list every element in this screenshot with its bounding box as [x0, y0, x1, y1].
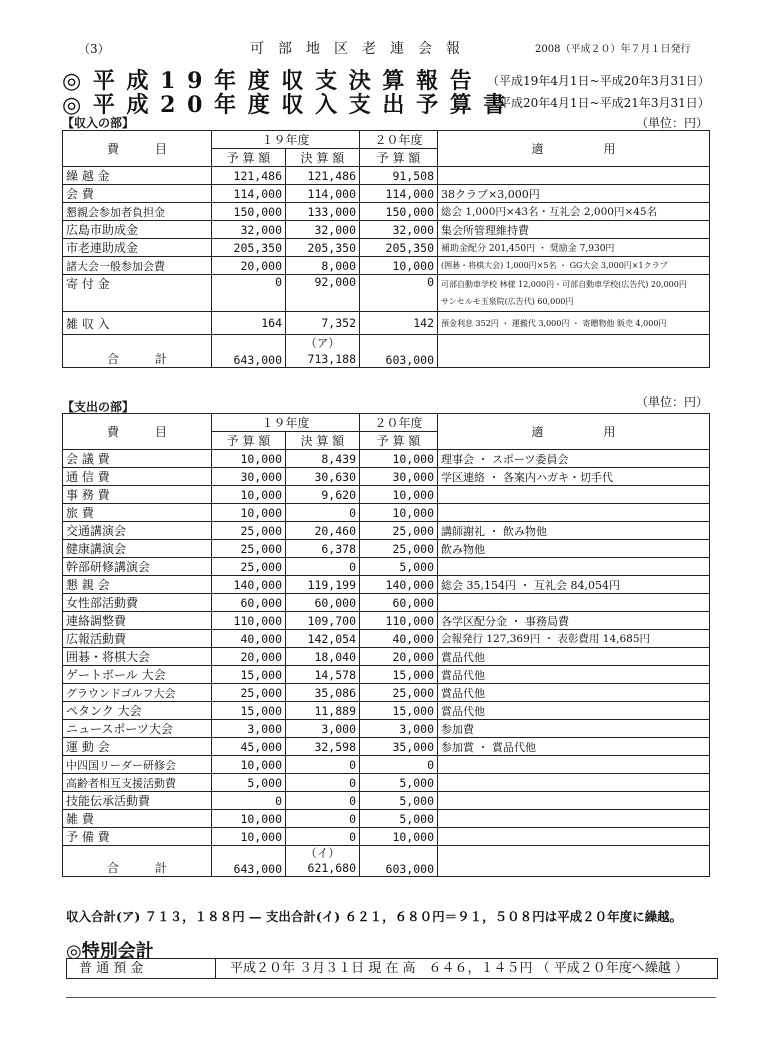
expense-table	[62, 413, 710, 877]
income-budget20: 0	[360, 275, 438, 312]
expense-total-row	[63, 846, 710, 877]
income-budget19: 121,486	[212, 167, 286, 185]
income-note: 集会所管理維持費	[438, 221, 710, 239]
table-row	[63, 774, 710, 792]
expense-actual19: 0	[286, 828, 360, 846]
expense-budget20: 3,000	[360, 720, 438, 738]
income-item: 広島市助成金	[63, 221, 212, 239]
expense-budget20: 10,000	[360, 486, 438, 504]
title-settlement: ◎ 平 成 1 9 年 度 収 支 決 算 報 告	[62, 68, 474, 94]
table-row	[63, 504, 710, 522]
expense-header-budget20: 予 算 額	[360, 432, 438, 450]
expense-item: 広報活動費	[63, 630, 212, 648]
income-note: 総会 1,000円×43名・互礼会 2,000円×45名	[438, 203, 710, 221]
expense-budget19: 10,000	[212, 504, 286, 522]
expense-total-actual19	[286, 846, 360, 877]
table-row	[63, 702, 710, 720]
expense-budget20: 25,000	[360, 522, 438, 540]
expense-actual19: 142,054	[286, 630, 360, 648]
income-total-actual19	[286, 335, 360, 368]
expense-budget20: 60,000	[360, 594, 438, 612]
expense-budget19: 0	[212, 792, 286, 810]
expense-item: 連絡調整費	[63, 612, 212, 630]
table-row	[63, 594, 710, 612]
income-total-mark: （ア）	[305, 336, 340, 350]
expense-budget19: 10,000	[212, 450, 286, 468]
expense-item: ニュースポーツ大会	[63, 720, 212, 738]
income-note	[438, 167, 710, 185]
special-account-value: 平成２０年 ３月３１日 現 在 高 ６４６，１４５円 （ 平成２０年度へ繰越 ）	[230, 961, 688, 976]
expense-header-actual: 決 算 額	[286, 432, 360, 450]
expense-note: 飲み物他	[438, 540, 710, 558]
table-row	[63, 684, 710, 702]
expense-item: 幹部研修講演会	[63, 558, 212, 576]
expense-budget19: 10,000	[212, 810, 286, 828]
expense-budget19: 10,000	[212, 486, 286, 504]
expense-budget20: 25,000	[360, 684, 438, 702]
income-actual19: 114,000	[286, 185, 360, 203]
expense-budget19: 40,000	[212, 630, 286, 648]
income-note-line2: サンセルモ玉泉院(広告代) 60,000円	[441, 297, 574, 306]
expense-total-budget20: 603,000	[360, 846, 438, 877]
expense-budget19: 25,000	[212, 558, 286, 576]
expense-actual19: 8,439	[286, 450, 360, 468]
income-budget19: 205,350	[212, 239, 286, 257]
income-note	[438, 275, 710, 312]
expense-header-fy20: ２０年度	[360, 414, 438, 432]
income-budget19: 0	[212, 275, 286, 312]
expense-actual19: 0	[286, 810, 360, 828]
income-header-budget20: 予 算 額	[360, 149, 438, 167]
income-header-fy19: １９年度	[212, 131, 360, 149]
expense-header-note: 適 用	[438, 414, 710, 450]
income-header-fy20: ２０年度	[360, 131, 438, 149]
expense-item: 女性部活動費	[63, 594, 212, 612]
expense-note: 賞品代他	[438, 684, 710, 702]
expense-budget20: 35,000	[360, 738, 438, 756]
issue-date: 2008（平成２０）年７月１日発行	[535, 44, 691, 55]
table-row	[63, 486, 710, 504]
expense-budget19: 3,000	[212, 720, 286, 738]
expense-total-note	[438, 846, 710, 877]
expense-note	[438, 486, 710, 504]
expense-note: 各学区配分金 ・ 事務局費	[438, 612, 710, 630]
income-budget19: 32,000	[212, 221, 286, 239]
expense-item: 予 備 費	[63, 828, 212, 846]
income-budget19: 114,000	[212, 185, 286, 203]
expense-budget19: 140,000	[212, 576, 286, 594]
expense-item: 交通講演会	[63, 522, 212, 540]
expense-note	[438, 792, 710, 810]
special-account-box	[66, 958, 718, 979]
expense-item: 運 動 会	[63, 738, 212, 756]
income-actual19: 133,000	[286, 203, 360, 221]
table-row	[63, 792, 710, 810]
special-account-label: 普 通 預 金	[67, 959, 216, 978]
expense-item: 雑 費	[63, 810, 212, 828]
expense-budget20: 15,000	[360, 702, 438, 720]
expense-actual19: 0	[286, 792, 360, 810]
income-header-actual: 決 算 額	[286, 149, 360, 167]
income-item: 諸大会一般参加会費	[63, 257, 212, 275]
income-item: 繰 越 金	[63, 167, 212, 185]
income-actual19: 92,000	[286, 275, 360, 312]
expense-note	[438, 558, 710, 576]
expense-actual19: 60,000	[286, 594, 360, 612]
expense-note: 参加賞 ・ 賞品代他	[438, 738, 710, 756]
expense-budget20: 40,000	[360, 630, 438, 648]
expense-item: グラウンドゴルフ大会	[63, 684, 212, 702]
expense-budget19: 15,000	[212, 702, 286, 720]
expense-header-budget: 予 算 額	[212, 432, 286, 450]
period-settlement: （平成19年4月1日~平成20年3月31日）	[487, 74, 710, 88]
expense-item: 旅 費	[63, 504, 212, 522]
expense-total-mark: （イ）	[305, 846, 340, 860]
expense-actual19: 30,630	[286, 468, 360, 486]
expense-item: 懇 親 会	[63, 576, 212, 594]
table-row	[63, 468, 710, 486]
income-total-note	[438, 335, 710, 368]
income-budget19: 164	[212, 312, 286, 335]
income-note: 預金利息 352円 ・ 運搬代 3,000円 ・ 寄贈物他 販売 4,000円	[438, 312, 710, 335]
expense-note: 理事会 ・ スポーツ委員会	[438, 450, 710, 468]
expense-note: 学区連絡 ・ 各案内ハガキ・切手代	[438, 468, 710, 486]
expense-item: ゲートボール 大会	[63, 666, 212, 684]
income-budget19: 20,000	[212, 257, 286, 275]
expense-budget19: 60,000	[212, 594, 286, 612]
expense-note: 参加費	[438, 720, 710, 738]
expense-item: 技能伝承活動費	[63, 792, 212, 810]
table-row	[63, 828, 710, 846]
income-actual19: 32,000	[286, 221, 360, 239]
income-item: 寄 付 金	[63, 275, 212, 312]
income-item: 会 費	[63, 185, 212, 203]
expense-actual19: 11,889	[286, 702, 360, 720]
table-row	[63, 612, 710, 630]
table-row	[63, 756, 710, 774]
expense-budget19: 30,000	[212, 468, 286, 486]
expense-item: 事 務 費	[63, 486, 212, 504]
expense-note: 会報発行 127,369円 ・ 表彰費用 14,685円	[438, 630, 710, 648]
expense-budget19: 20,000	[212, 648, 286, 666]
income-budget20: 10,000	[360, 257, 438, 275]
expense-budget19: 110,000	[212, 612, 286, 630]
expense-total-label: 合 計	[63, 846, 212, 877]
table-row	[63, 185, 710, 203]
expense-budget20: 5,000	[360, 774, 438, 792]
expense-budget20: 0	[360, 756, 438, 774]
table-row	[63, 738, 710, 756]
income-budget19: 150,000	[212, 203, 286, 221]
income-note: 補助金配分 201,450円 ・ 奨励金 7,930円	[438, 239, 710, 257]
expense-budget20: 30,000	[360, 468, 438, 486]
table-row	[63, 558, 710, 576]
expense-total-budget19: 643,000	[212, 846, 286, 877]
table-row	[63, 257, 710, 275]
income-actual19: 8,000	[286, 257, 360, 275]
table-row	[63, 630, 710, 648]
expense-total-actual-value: 621,680	[307, 861, 356, 875]
table-row	[63, 221, 710, 239]
expense-budget20: 10,000	[360, 504, 438, 522]
income-actual19: 7,352	[286, 312, 360, 335]
expense-actual19: 6,378	[286, 540, 360, 558]
expense-item: 囲碁・将棋大会	[63, 648, 212, 666]
page-number: （3）	[78, 42, 110, 56]
expense-item: 中四国リーダー研修会	[63, 756, 212, 774]
income-unit: （単位：円）	[636, 116, 709, 130]
expense-budget20: 20,000	[360, 648, 438, 666]
expense-note	[438, 504, 710, 522]
table-row	[63, 648, 710, 666]
expense-budget20: 10,000	[360, 828, 438, 846]
expense-actual19: 109,700	[286, 612, 360, 630]
expense-note: 賞品代他	[438, 666, 710, 684]
table-row	[63, 167, 710, 185]
carryover-footnote: 収入合計(ア) ７１３，１８８円 — 支出合計(イ) ６２１，６８０円＝９１，５０８円は平成２０年度に繰越。	[66, 909, 683, 924]
expense-actual19: 119,199	[286, 576, 360, 594]
table-row	[63, 312, 710, 335]
expense-item: 健康講演会	[63, 540, 212, 558]
table-row	[63, 810, 710, 828]
income-budget20: 150,000	[360, 203, 438, 221]
table-row	[63, 450, 710, 468]
expense-budget19: 25,000	[212, 522, 286, 540]
income-note: (囲碁・将棋大会) 1,000円×5名 ・ GG大会 3,000円×1クラブ	[438, 257, 710, 275]
income-budget20: 142	[360, 312, 438, 335]
expense-budget20: 10,000	[360, 450, 438, 468]
income-budget20: 205,350	[360, 239, 438, 257]
table-row	[63, 720, 710, 738]
expense-header-fy19: １９年度	[212, 414, 360, 432]
table-row	[63, 576, 710, 594]
expense-budget20: 110,000	[360, 612, 438, 630]
income-total-row	[63, 335, 710, 368]
expense-actual19: 0	[286, 756, 360, 774]
expense-section-label: 【支出の部】	[62, 400, 135, 414]
expense-budget20: 140,000	[360, 576, 438, 594]
expense-note: 賞品代他	[438, 648, 710, 666]
income-total-budget19: 643,000	[212, 335, 286, 368]
expense-note: 講師謝礼 ・ 飲み物他	[438, 522, 710, 540]
income-budget20: 114,000	[360, 185, 438, 203]
expense-actual19: 18,040	[286, 648, 360, 666]
expense-item: ペタンク 大会	[63, 702, 212, 720]
income-note: 38クラブ×3,000円	[438, 185, 710, 203]
income-item: 雑 収 入	[63, 312, 212, 335]
table-row	[63, 275, 710, 312]
expense-actual19: 20,460	[286, 522, 360, 540]
expense-note	[438, 594, 710, 612]
expense-budget20: 15,000	[360, 666, 438, 684]
expense-actual19: 0	[286, 774, 360, 792]
expense-actual19: 3,000	[286, 720, 360, 738]
income-budget20: 32,000	[360, 221, 438, 239]
expense-budget19: 5,000	[212, 774, 286, 792]
expense-note: 賞品代他	[438, 702, 710, 720]
expense-unit: （単位：円）	[636, 395, 709, 409]
expense-note	[438, 756, 710, 774]
income-actual19: 121,486	[286, 167, 360, 185]
expense-header-item: 費 目	[63, 414, 212, 450]
income-total-actual-value: 713,188	[307, 352, 356, 366]
table-row	[63, 239, 710, 257]
income-total-label: 合 計	[63, 335, 212, 368]
expense-note	[438, 774, 710, 792]
table-row	[63, 666, 710, 684]
expense-actual19: 0	[286, 558, 360, 576]
income-item: 市老連助成金	[63, 239, 212, 257]
expense-actual19: 32,598	[286, 738, 360, 756]
expense-budget19: 10,000	[212, 756, 286, 774]
title-budget: ◎ 平 成 2 0 年 度 収 入 支 出 予 算 書	[62, 92, 508, 118]
income-section-label: 【収入の部】	[62, 116, 135, 130]
income-actual19: 205,350	[286, 239, 360, 257]
income-header-budget: 予 算 額	[212, 149, 286, 167]
expense-budget20: 25,000	[360, 540, 438, 558]
expense-note	[438, 828, 710, 846]
table-row	[63, 522, 710, 540]
expense-budget20: 5,000	[360, 558, 438, 576]
income-note-line1: 可部自動車学校 林様 12,000円・可部自動車学校(広告代) 20,000円	[441, 280, 687, 289]
expense-budget19: 25,000	[212, 684, 286, 702]
special-account-title: ◎特別会計	[66, 941, 154, 962]
table-row	[63, 540, 710, 558]
expense-budget19: 10,000	[212, 828, 286, 846]
expense-budget20: 5,000	[360, 810, 438, 828]
expense-item: 会 議 費	[63, 450, 212, 468]
expense-note	[438, 810, 710, 828]
expense-actual19: 35,086	[286, 684, 360, 702]
income-item: 懇親会参加者負担金	[63, 203, 212, 221]
income-header-item: 費 目	[63, 131, 212, 167]
expense-actual19: 14,578	[286, 666, 360, 684]
expense-actual19: 0	[286, 504, 360, 522]
expense-budget19: 15,000	[212, 666, 286, 684]
table-row	[63, 203, 710, 221]
period-budget: （平成20年4月1日~平成21年3月31日）	[487, 96, 710, 110]
expense-item: 高齢者相互支援活動費	[63, 774, 212, 792]
newsletter-name: 可 部 地 区 老 連 会 報	[250, 41, 460, 57]
expense-budget19: 25,000	[212, 540, 286, 558]
income-header-note: 適 用	[438, 131, 710, 167]
expense-budget20: 5,000	[360, 792, 438, 810]
expense-budget19: 45,000	[212, 738, 286, 756]
expense-note: 総会 35,154円 ・ 互礼会 84,054円	[438, 576, 710, 594]
expense-item: 通 信 費	[63, 468, 212, 486]
divider-line	[66, 997, 716, 998]
income-total-budget20: 603,000	[360, 335, 438, 368]
expense-actual19: 9,620	[286, 486, 360, 504]
income-budget20: 91,508	[360, 167, 438, 185]
income-table	[62, 130, 710, 368]
